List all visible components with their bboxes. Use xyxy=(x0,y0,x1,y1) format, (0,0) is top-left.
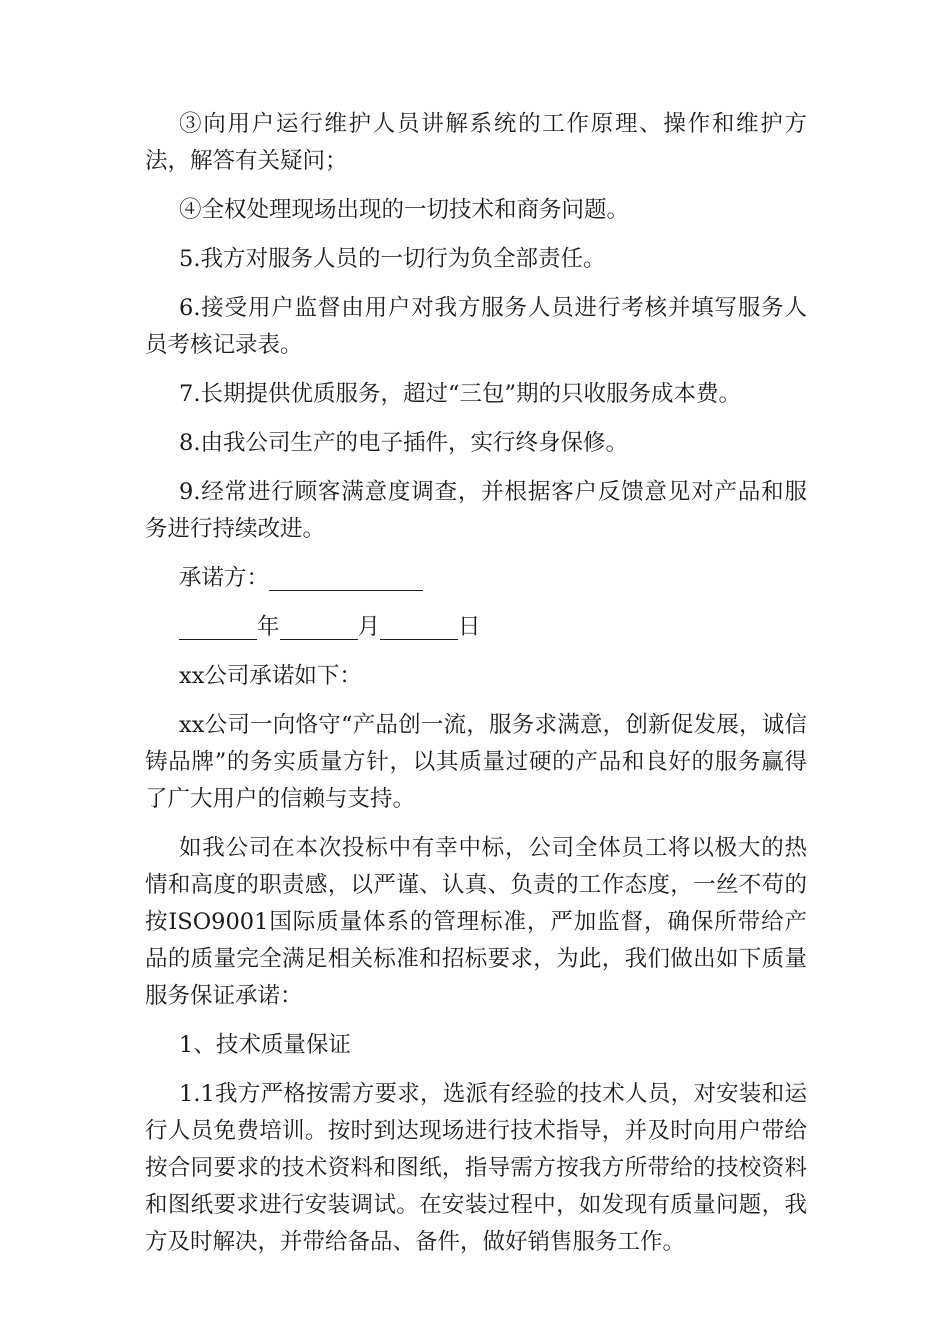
signature-blank xyxy=(269,564,423,591)
year-blank xyxy=(179,613,257,640)
date-line xyxy=(145,609,807,646)
day-blank xyxy=(380,613,458,640)
day-label: 日 xyxy=(458,614,481,640)
paragraph-bid-commitment: 如我公司在本次投标中有幸中标，公司全体员工将以极大的热情和高度的职责感，以严谨、认真、负责的工作态度，一丝不苟的按ISO9001国际质量体系的管理标准，严加监督，确保所带给产品的质量完全满足相关标准和招标要求，为此，我们做出如下质量服务保证承诺： xyxy=(145,835,807,1009)
year-label: 年 xyxy=(257,614,280,640)
paragraph-quality-policy: xx公司一向恪守“产品创一流，服务求满意，创新促发展，诚信铸品牌”的务实质量方针，以其质量过硬的产品和良好的服务赢得了广大用户的信赖与支持。 xyxy=(145,712,807,812)
section-heading-technical-quality: 1、技术质量保证 xyxy=(179,1032,351,1058)
paragraph-clause-5: 5.我方对服务人员的一切行为负全部责任。 xyxy=(179,246,606,272)
paragraph-clause-7: 7.长期提供优质服务，超过“三包”期的只收服务成本费。 xyxy=(179,381,741,407)
paragraph-clause-1-1: 1.1我方严格按需方要求，选派有经验的技术人员，对安装和运行人员免费培训。按时到达现场进行技术指导，并及时向用户带给按合同要求的技术资料和图纸，指导需方按我方所带给的技校资料和图纸要求进行安装调试。在安装过程中，如发现有质量问题，我方及时解决，并带给备品、备件，做好销售服务工作。 xyxy=(145,1081,807,1255)
paragraph-item-3: ③向用户运行维护人员讲解系统的工作原理、操作和维护方法，解答有关疑问； xyxy=(145,111,807,174)
month-blank xyxy=(280,613,358,640)
document-body xyxy=(145,106,807,1273)
paragraph-item-4: ④全权处理现场出现的一切技术和商务问题。 xyxy=(179,197,630,223)
paragraph-clause-9: 9.经常进行顾客满意度调查，并根据客户反馈意见对产品和服务进行持续改进。 xyxy=(145,479,807,542)
signature-line xyxy=(145,560,807,597)
month-label: 月 xyxy=(357,614,381,640)
signature-label: 承诺方： xyxy=(179,565,270,591)
paragraph-clause-8: 8.由我公司生产的电子插件，实行终身保修。 xyxy=(179,430,628,456)
paragraph-commitment-intro: xx公司承诺如下： xyxy=(179,663,362,689)
paragraph-clause-6: 6.接受用户监督由用户对我方服务人员进行考核并填写服务人员考核记录表。 xyxy=(145,295,807,358)
